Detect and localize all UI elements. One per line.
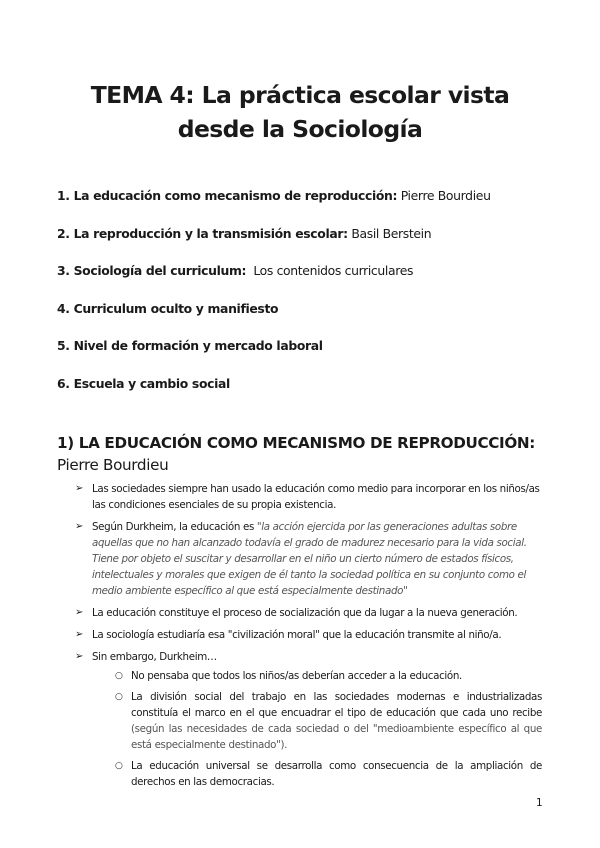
toc-item: 1. La educación como mecanismo de reproducción: Pierre Bourdieu (57, 188, 491, 203)
toc-item: 2. La reproducción y la transmisión escolar: Basil Berstein (57, 225, 432, 241)
page-number: 1 (536, 797, 543, 809)
list-item: ➢ Las sociedades siempre han usado la educación como medio para incorporar en los niños/as las condiciones esenciales de su propia existencia. (75, 483, 540, 511)
list-item: ➢ Sin embargo, Durkheim… (75, 651, 217, 663)
sub-list-item: ○ La división social del trabajo en las sociedades modernas e industrializadas constituía el marco en el que encuadrar el tipo de educación que cada uno recibe (según las necesidades de cada sociedad o del "medioambiente específico al que está especialmente destinado"). (115, 691, 542, 751)
title-line-2: desde la Sociología (177, 115, 423, 143)
bullet-list (0, 481, 600, 795)
sub-list-item: ○ La educación universal se desarrolla como consecuencia de la ampliación de derechos en las democracias. (115, 760, 542, 788)
table-of-contents (57, 186, 557, 412)
toc-item: 4. Curriculum oculto y manifiesto (57, 300, 279, 316)
toc-item: 6. Escuela y cambio social (57, 375, 230, 391)
circle-bullet-icon: ○ (115, 671, 123, 681)
circle-bullet-icon: ○ (115, 692, 123, 702)
toc-item: 5. Nivel de formación y mercado laboral (57, 338, 323, 354)
section-author: Pierre Bourdieu (57, 456, 169, 474)
arrow-bullet-icon: ➢ (75, 651, 84, 662)
list-item: ➢ La sociología estudiaría esa "civilización moral" que la educación transmite al niño/a. (75, 629, 502, 641)
title-line-1: TEMA 4: La práctica escolar vista (90, 81, 510, 109)
arrow-bullet-icon: ➢ (75, 521, 84, 532)
arrow-bullet-icon: ➢ (75, 607, 84, 618)
sub-list-item: ○ No pensaba que todos los niños/as deberían acceder a la educación. (115, 670, 462, 682)
toc-item: 3. Sociología del curriculum: Los contenidos curriculares (57, 263, 414, 279)
arrow-bullet-icon: ➢ (75, 483, 84, 494)
arrow-bullet-icon: ➢ (75, 629, 84, 640)
durkheim-quote: "la acción ejercida por las generaciones adultas sobre aquellas que no han alcanzado todavía el grado de madurez necesario para la vida social. Tiene por objeto el suscitar y desarrollar en el niño un cierto número de estados físicos, intelectuales y morales que exigen de él tanto la sociedad política en su conjunto como el medio ambiente específico al que está especialmente destinado" (92, 521, 527, 597)
section-heading-text: 1) LA EDUCACIÓN COMO MECANISMO DE REPRODUCCIÓN: (57, 434, 536, 452)
list-item: ➢ La educación constituye el proceso de socialización que da lugar a la nueva generación. (75, 607, 518, 619)
document-title (0, 78, 600, 146)
circle-bullet-icon: ○ (115, 761, 123, 771)
list-item: ➢ Según Durkheim, la educación es "la acción ejercida por las generaciones adultas sobre aquellas que no han alcanzado todavía el grado de madurez necesario para la vida social. Tiene por objeto el suscitar y desarrollar en el niño un cierto número de estados físicos, intelectuales y morales que exigen de él tanto la sociedad política en su conjunto como el medio ambiente específico al que está especialmente destinado" (75, 521, 527, 597)
section-heading (57, 432, 557, 476)
